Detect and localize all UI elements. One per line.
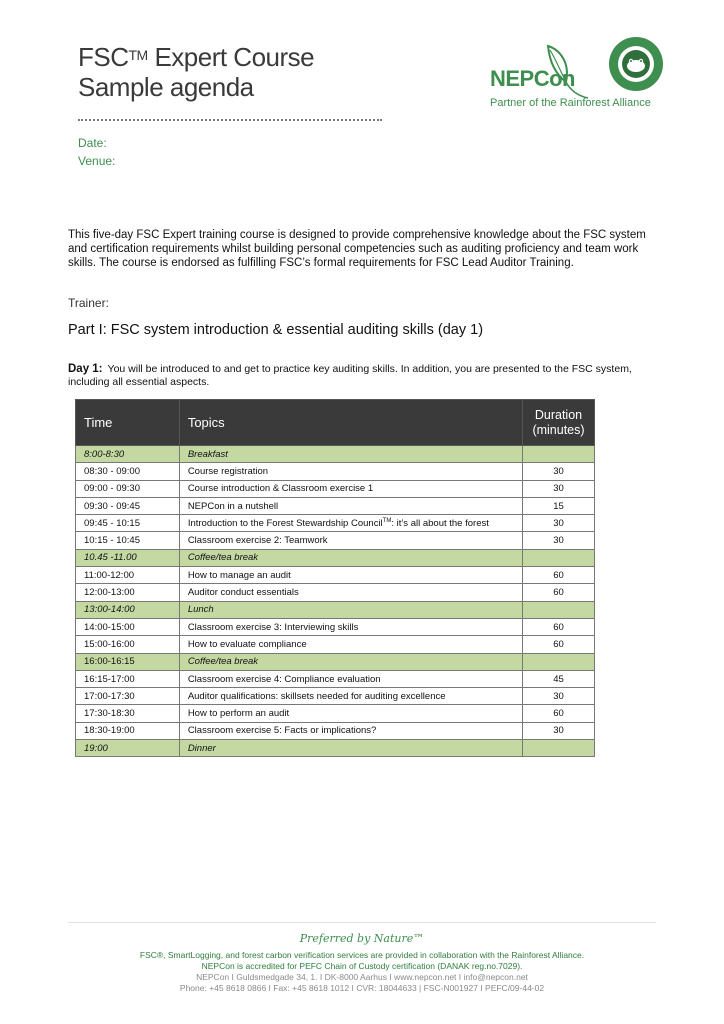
row-duration: 30 xyxy=(522,515,594,532)
day-text: You will be introduced to and get to practice key auditing skills. In addition, you are presented to the FSC system, including all essential aspects. xyxy=(68,363,632,388)
table-header-row xyxy=(76,400,595,446)
row-time: 09:00 - 09:30 xyxy=(76,480,180,497)
row-time: 10.45 -11.00 xyxy=(76,549,180,566)
venue-label: Venue: xyxy=(78,154,116,168)
row-duration xyxy=(522,446,594,463)
row-topic: Lunch xyxy=(179,601,522,618)
row-topic: Introduction to the Forest Stewardship Council™: it’s all about the forest xyxy=(179,515,522,532)
row-duration: 30 xyxy=(522,463,594,480)
row-topic: Dinner xyxy=(179,740,522,757)
part-heading: Part I: FSC system introduction & essential auditing skills (day 1) xyxy=(68,322,484,338)
row-topic: Classroom exercise 4: Compliance evaluation xyxy=(179,670,522,687)
row-topic: How to perform an audit xyxy=(179,705,522,722)
header-time: Time xyxy=(76,400,180,446)
row-time: 17:30-18:30 xyxy=(76,705,180,722)
header-duration: Duration (minutes) xyxy=(522,400,594,446)
title-line-1: FSC™ Expert Course xyxy=(78,42,315,72)
trainer-label: Trainer: xyxy=(68,296,109,310)
logo-name: NEPCon xyxy=(490,66,575,91)
row-topic: Course introduction & Classroom exercise 1 xyxy=(179,480,522,497)
footer-address: NEPCon I Guldsmedgade 34, 1. I DK-8000 Aarhus I www.nepcon.net I info@nepcon.net xyxy=(196,972,528,982)
table-row xyxy=(76,584,595,601)
trademark-mark: TM xyxy=(382,517,392,524)
page-title xyxy=(78,42,314,102)
row-time: 18:30-19:00 xyxy=(76,722,180,739)
row-duration: 60 xyxy=(522,567,594,584)
date-label: Date: xyxy=(78,136,107,150)
row-topic: Classroom exercise 3: Interviewing skills xyxy=(179,618,522,635)
table-row xyxy=(76,515,595,532)
frog-seal-icon xyxy=(609,37,663,91)
row-time: 17:00-17:30 xyxy=(76,688,180,705)
row-duration: 60 xyxy=(522,618,594,635)
table-row xyxy=(76,532,595,549)
row-time: 16:00-16:15 xyxy=(76,653,180,670)
row-topic: Auditor qualifications: skillsets needed for auditing excellence xyxy=(179,688,522,705)
row-time: 09:45 - 10:15 xyxy=(76,515,180,532)
header-topics: Topics xyxy=(179,400,522,446)
row-topic: Classroom exercise 2: Teamwork xyxy=(179,532,522,549)
row-time: 15:00-16:00 xyxy=(76,636,180,653)
table-row xyxy=(76,670,595,687)
row-topic: Coffee/tea break xyxy=(179,653,522,670)
table-row xyxy=(76,618,595,635)
row-topic: Coffee/tea break xyxy=(179,549,522,566)
row-topic: NEPCon in a nutshell xyxy=(179,497,522,514)
row-time: 09:30 - 09:45 xyxy=(76,497,180,514)
title-line-2: Sample agenda xyxy=(78,72,254,102)
footer-line-1: FSC®, SmartLogging, and forest carbon verification services are provided in collaboration with the Rainforest Alliance. xyxy=(139,950,585,960)
row-topic: Breakfast xyxy=(179,446,522,463)
table-row xyxy=(76,705,595,722)
table-row xyxy=(76,688,595,705)
row-duration xyxy=(522,740,594,757)
row-time: 8:00-8:30 xyxy=(76,446,180,463)
table-row xyxy=(76,636,595,653)
table-row xyxy=(76,549,595,566)
row-time: 12:00-13:00 xyxy=(76,584,180,601)
table-row xyxy=(76,567,595,584)
table-row xyxy=(76,722,595,739)
row-topic: Auditor conduct essentials xyxy=(179,584,522,601)
row-time: 11:00-12:00 xyxy=(76,567,180,584)
footer-divider xyxy=(68,922,656,923)
table-row xyxy=(76,601,595,618)
row-duration: 60 xyxy=(522,636,594,653)
row-topic: Classroom exercise 5: Facts or implications? xyxy=(179,722,522,739)
table-row xyxy=(76,480,595,497)
table-row xyxy=(76,463,595,480)
row-time: 13:00-14:00 xyxy=(76,601,180,618)
table-row xyxy=(76,653,595,670)
row-time: 08:30 - 09:00 xyxy=(76,463,180,480)
row-duration: 30 xyxy=(522,532,594,549)
table-row xyxy=(76,740,595,757)
row-topic: How to evaluate compliance xyxy=(179,636,522,653)
footer-line-2: NEPCon is accredited for PEFC Chain of Custody certification (DANAK reg.no.7029). xyxy=(201,961,523,971)
row-time: 10:15 - 10:45 xyxy=(76,532,180,549)
preferred-by-nature-tagline: Preferred by Nature™ xyxy=(299,932,425,945)
row-duration xyxy=(522,601,594,618)
footer-contact: Phone: +45 8618 0866 I Fax: +45 8618 1012 I CVR: 18044633 | FSC-N001927 I PEFC/09-44-02 xyxy=(179,983,545,993)
agenda-table xyxy=(75,399,595,757)
row-time: 16:15-17:00 xyxy=(76,670,180,687)
row-topic: Course registration xyxy=(179,463,522,480)
row-duration: 45 xyxy=(522,670,594,687)
day-description xyxy=(68,363,668,389)
row-time: 14:00-15:00 xyxy=(76,618,180,635)
row-duration xyxy=(522,653,594,670)
logo-tagline: Partner of the Rainforest Alliance xyxy=(490,97,651,109)
row-time: 19:00 xyxy=(76,740,180,757)
row-duration: 30 xyxy=(522,722,594,739)
row-duration: 30 xyxy=(522,480,594,497)
table-row xyxy=(76,446,595,463)
row-duration: 60 xyxy=(522,584,594,601)
dotted-divider xyxy=(78,119,382,121)
row-duration: 60 xyxy=(522,705,594,722)
row-duration: 30 xyxy=(522,688,594,705)
day-label: Day 1: xyxy=(68,363,103,375)
table-row xyxy=(76,497,595,514)
trademark-mark: TM xyxy=(128,47,148,63)
row-topic: How to manage an audit xyxy=(179,567,522,584)
intro-paragraph: This five-day FSC Expert training course is designed to provide comprehensive knowledge about the FSC system and certification requirements whilst building personal competencies such as auditing proficiency and team work skills. The course is endorsed as fulfilling FSC’s formal requirements for FSC Lead Auditor Training. xyxy=(68,229,646,269)
row-duration: 15 xyxy=(522,497,594,514)
row-duration xyxy=(522,549,594,566)
